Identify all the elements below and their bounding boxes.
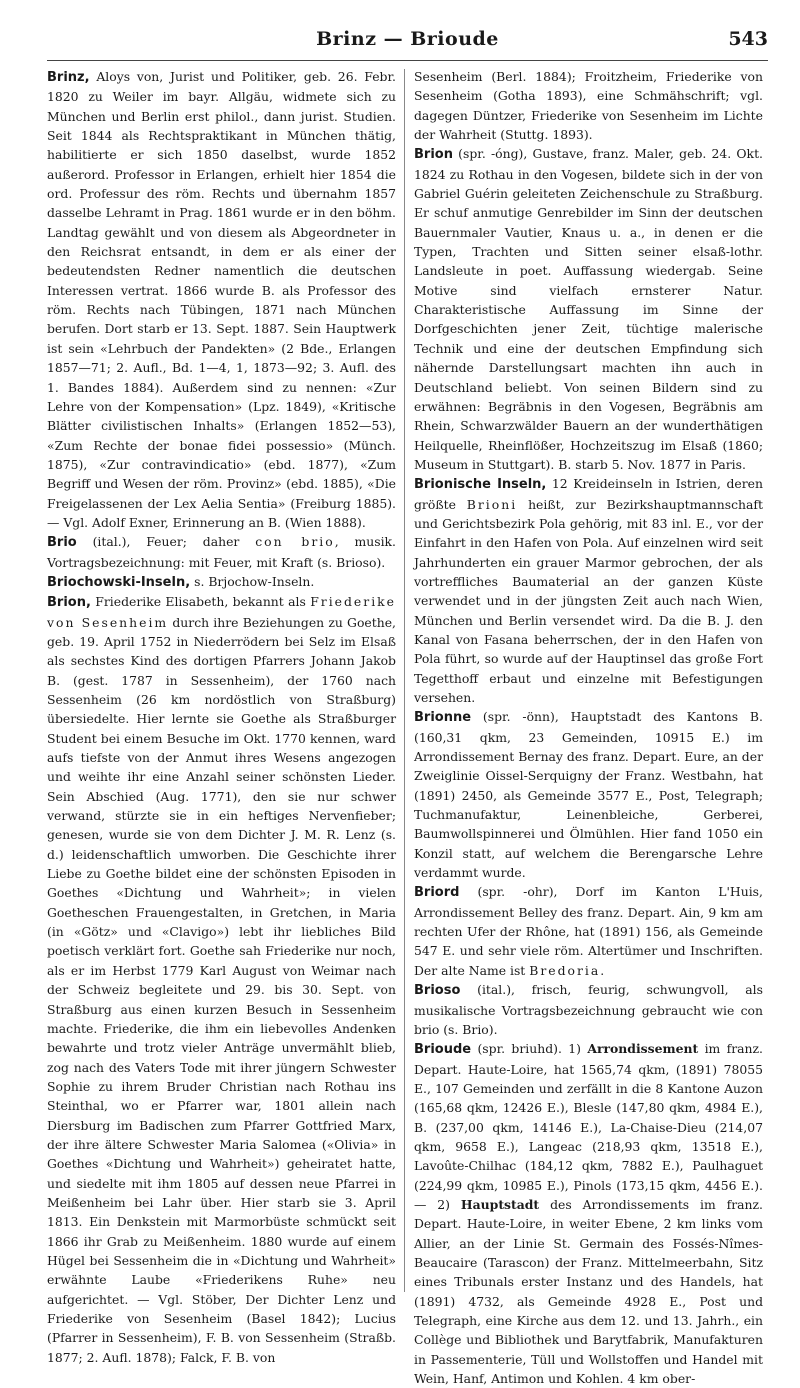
headword-brio: Brio [47, 535, 77, 551]
headword-brion: Brion, [47, 595, 91, 611]
headword-briord: Briord [414, 885, 460, 901]
entry-text: Sesenheim (Berl. 1884); Froitzheim, Friederike von Sesenheim (Gotha 1893), eine Schmähschrift; vgl. dagegen Düntzer, Friederike von Sesenheim im Lichte der Wahrheit (Stuttg. 1893). [414, 69, 763, 143]
entry-brion-painter [414, 144, 763, 474]
spaced-term: con brio [255, 534, 335, 550]
entry-text: . [600, 962, 605, 978]
entry-text: (ital.), Feuer; daher [92, 534, 240, 550]
entry-brion [47, 592, 396, 1367]
entry-text: 12 Kreideinseln in Istrien, deren größte [414, 476, 763, 512]
entry-text: Friederike Elisabeth, bekannt als [95, 594, 306, 610]
entry-text: (spr. briuhd). 1) [477, 1041, 581, 1057]
left-column [47, 67, 404, 1365]
bold-term: Hauptstadt [460, 1196, 540, 1212]
running-title: Brinz — Brioude [316, 28, 499, 50]
entry-text: (spr. -önn), Hauptstadt des Kantons B. (160,31 qkm, 23 Gemeinden, 10915 E.) im Arrondissement Bernay des franz. Depart. Eure, an der Zweiglinie Oissel-Serquigny der Franz. Westbahn, hat (1891) 2450, als Gemeinde 3577 E., Post, Telegraph; Tuchmanufaktur, Leinenbleiche, Gerberei, Baumwollspinnerei und Ölmühlen. Hier fand 1050 ein Konzil statt, auf welchem die Berengarsche Lehre verdammt wurde. [414, 709, 763, 881]
entry-briord [414, 882, 763, 980]
headword-brinz: Brinz, [47, 70, 90, 85]
spaced-term: Bredoria [529, 962, 601, 978]
entry-brioude [414, 1039, 763, 1388]
entry-brionne [414, 707, 763, 882]
spaced-term: Brioni [466, 496, 518, 512]
entry-brionische-inseln [414, 474, 763, 707]
bold-term: Arrondissement [587, 1041, 699, 1057]
entry-briochowski [47, 572, 396, 592]
text-columns [47, 67, 768, 1387]
entry-text: durch ihre Beziehungen zu Goethe, geb. 19. April 1752 in Niederrödern bei Selz im Elsaß als sechstes Kind des dortigen Pfarrers Johann Jakob B. (gest. 1787 in Sessenheim), der 1760 nach Sessenheim (26 km nordöstlich von Straßburg) übersiedelte. Hier lernte sie Goethe als Straßburger Student bei einem Besuche im Okt. 1770 kennen, ward aufs tiefste von der Anmut ihres Wesens angezogen und weihte ihr eine Anzahl seiner schönsten Lieder. Sein Abschied (Aug. 1771), den sie nur schwer verwand, stürzte sie in ein heftiges Nervenfieber; genesen, wurde sie von dem Dichter J. M. R. Lenz (s. d.) leidenschaftlich umworben. Die Geschichte ihrer Liebe zu Goethe bildet eine der schönsten Episoden in Goethes «Dichtung und Wahrheit»; in vielen Goetheschen Frauengestalten, in Gretchen, in Maria (in «Götz» und «Clavigo») lebt ihr liebliches Bild poetisch verklärt fort. Goethe sah Friederike nur noch, als er im Herbst 1779 Karl August von Weimar nach der Schweiz begleitete und 29. bis 30. Sept. von Straßburg aus einen kurzen Besuch in Sessenheim machte. Friederike, die ihm ein liebevolles Andenken bewahrte und trotz vieler Anträge unvermählt blieb, zog nach des Vaters Tode mit ihrer jüngern Schwester Sophie zu ihrem Bruder Christian nach Rothau ins Steinthal, wo er Pfarrer war, 1801 allein nach Diersburg im Badischen zum Pfarrer Gottfried Marx, der ihre ältere Schwester Maria Salomea («Olivia» in Goethes «Dichtung und Wahrheit») geheiratet hatte, und siedelte mit ihm 1805 auf dessen neue Pfarrei in Meißenheim bei Lahr über. Hier starb sie 3. April 1813. Ein Denkstein mit Marmorbüste schmückt seit 1866 ihr Grab zu Meißenheim. 1880 wurde auf einem Hügel bei Sessenheim die in «Dichtung und Wahrheit» erwähnte Laube «Friederikens Ruhe» neu aufgerichtet. — Vgl. Stöber, Der Dichter Lenz und Friederike von Sesenheim (Basel 1842); Lucius (Pfarrer in Sessenheim), F. B. von Sessenheim (Straßb. 1877; 2. Aufl. 1878); Falck, F. B. von [47, 614, 396, 1365]
headword-brioude: Brioude [414, 1042, 472, 1058]
headword-brionische-inseln: Brionische Inseln, [414, 477, 547, 493]
spaced-term: Friederike von Sesenheim [47, 594, 396, 630]
headword-brion-painter: Brion [414, 147, 453, 163]
running-head [47, 26, 768, 61]
entry-brion-continued [414, 67, 763, 144]
entry-text: des Arrondissements im franz. Depart. Haute-Loire, in weiter Ebene, 2 km links vom Allier, an der Linie St. Germain des Fossés-Nîmes-Beaucaire (Tarascon) der Franz. Mittelmeerbahn, Sitz eines Tribunals erster Instanz und des Handels, hat (1891) 4732, als Gemeinde 4928 E., Post und Telegraph, eine Kirche aus dem 12. und 13. Jahrh., ein Collège und Bibliothek und Barytfabrik, Manufakturen in Passementerie, Tüll und Wollstoffen und Handel mit Wein, Hanf, Antimon und Kohlen. 4 km ober- [414, 1196, 763, 1387]
entry-brioso [414, 980, 763, 1039]
entry-text: im franz. Depart. Haute-Loire, hat 1565,74 qkm, (1891) 78055 E., 107 Gemeinden und zerfällt in die 8 Kantone Auzon (165,68 qkm, 12426 E.), Blesle (147,80 qkm, 4984 E.), B. (237,00 qkm, 14146 E.), La-Chaise-Dieu (214,07 qkm, 9658 E.), Langeac (218,93 qkm, 13518 E.), Lavoûte-Chilhac (184,12 qkm, 7882 E.), Paulhaguet (224,99 qkm, 10985 E.), Pinols (173,15 qkm, 4456 E.). — 2) [414, 1041, 763, 1212]
entry-text: s. Brjochow-Inseln. [194, 573, 315, 589]
entry-text: (ital.), frisch, feurig, schwungvoll, als musikalische Vortragsbezeichnung gebraucht wie con brio (s. Brio). [414, 982, 763, 1037]
headword-brioso: Brioso [414, 983, 461, 999]
entry-text: Aloys von, Jurist und Politiker, geb. 26. Febr. 1820 zu Weiler im bayr. Allgäu, widmete sich zu München und Berlin erst philol., dann jurist. Studien. Seit 1844 als Rechtspraktikant in München thätig, habilitierte er sich 1850 daselbst, wurde 1852 außerord. Professor in Erlangen, erhielt hier 1854 die ord. Professur des röm. Rechts und übernahm 1857 dasselbe Lehramt in Prag. 1861 wurde er in den böhm. Landtag gewählt und von diesem als Abgeordneter in den Reichsrat entsandt, in dem er als einer der bedeutendsten Redner namentlich die deutschen Interessen vertrat. 1866 wurde B. als Professor des röm. Rechts nach Tübingen, 1871 nach München berufen. Dort starb er 13. Sept. 1887. Sein Hauptwerk ist sein «Lehrbuch der Pandekten» (2 Bde., Erlangen 1857—71; 2. Aufl., Bd. 1—4, 1, 1873—92; 3. Aufl. des 1. Bandes 1884). Außerdem sind zu nennen: «Zur Lehre von der Kompensation» (Lpz. 1849), «Kritische Blätter civilistischen Inhalts» (Erlangen 1852—53), «Zum Rechte der bonae fidei possessio» (Münch. 1875), «Zur contravindicatio» (ebd. 1877), «Zum Begriff und Wesen der röm. Provinz» (ebd. 1885), «Die Freigelassenen der Lex Aelia Sentia» (Freiburg 1885). — Vgl. Adolf Exner, Erinnerung an B. (Wien 1888). [47, 69, 396, 530]
headword-brionne: Brionne [414, 710, 472, 726]
entry-brio [47, 532, 396, 572]
page-number: 543 [728, 28, 768, 50]
entry-brinz [47, 67, 396, 532]
headword-briochowski: Briochowski-Inseln, [47, 574, 191, 590]
entry-text: (spr. -ohr), Dorf im Kanton L'Huis, Arrondissement Belley des franz. Depart. Ain, 9 km am rechten Ufer der Rhône, hat (1891) 156, als Gemeinde 547 E. und sehr viele röm. Altertümer und Inschriften. Der alte Name ist [414, 884, 763, 978]
entry-text: , musik. Vortragsbezeichnung: mit Feuer, mit Kraft (s. Brioso). [47, 534, 396, 570]
entry-text: (spr. -óng), Gustave, franz. Maler, geb. 24. Okt. 1824 zu Rothau in den Vogesen, bildete sich in der von Gabriel Guérin geleiteten Zeichenschule zu Straßburg. Er schuf anmutige Genrebilder im Sinn der deutschen Bauernmaler Vautier, Knaus u. a., in denen er die Typen, Trachten und Sitten seiner elsaß-lothr. Landsleute in poet. Auffassung wiedergab. Seine Motive sind vielfach ernsterer Natur. Charakteristische Auffassung im Sinne der Dorfgeschichten jener Zeit, tüchtige malerische Technik und eine der deutschen Empfindung sich nähernde Darstellungsart machten ihn auch in Deutschland beliebt. Von seinen Bildern sind zu erwähnen: Begräbnis in den Vogesen, Begräbnis am Rhein, Schwarzwälder Bauern an der wunderthätigen Heilquelle, Rheinflößer, Hochzeitszug im Elsaß (1860; Museum in Stuttgart). B. starb 5. Nov. 1877 in Paris. [414, 146, 763, 472]
entry-text: heißt, zur Bezirkshauptmannschaft und Gerichtsbezirk Pola gehörig, mit 83 inl. E., vor der Einfahrt in den Hafen von Pola. Auf einzelnen wird seit Jahrhunderten ein grauer Marmor gebrochen, der als vortreffliches Baumaterial an der ganzen Küste verwendet und in der jüngsten Zeit auch nach Wien, München und Berlin versendet wird. Da die B. J. den Kanal von Fasana beherrschen, der in den Hafen von Pola führt, so wurde auf der Hauptinsel das große Fort Tegetthoff erbaut und einzelne mit Befestigungen versehen. [414, 496, 763, 705]
right-column [405, 67, 763, 1387]
